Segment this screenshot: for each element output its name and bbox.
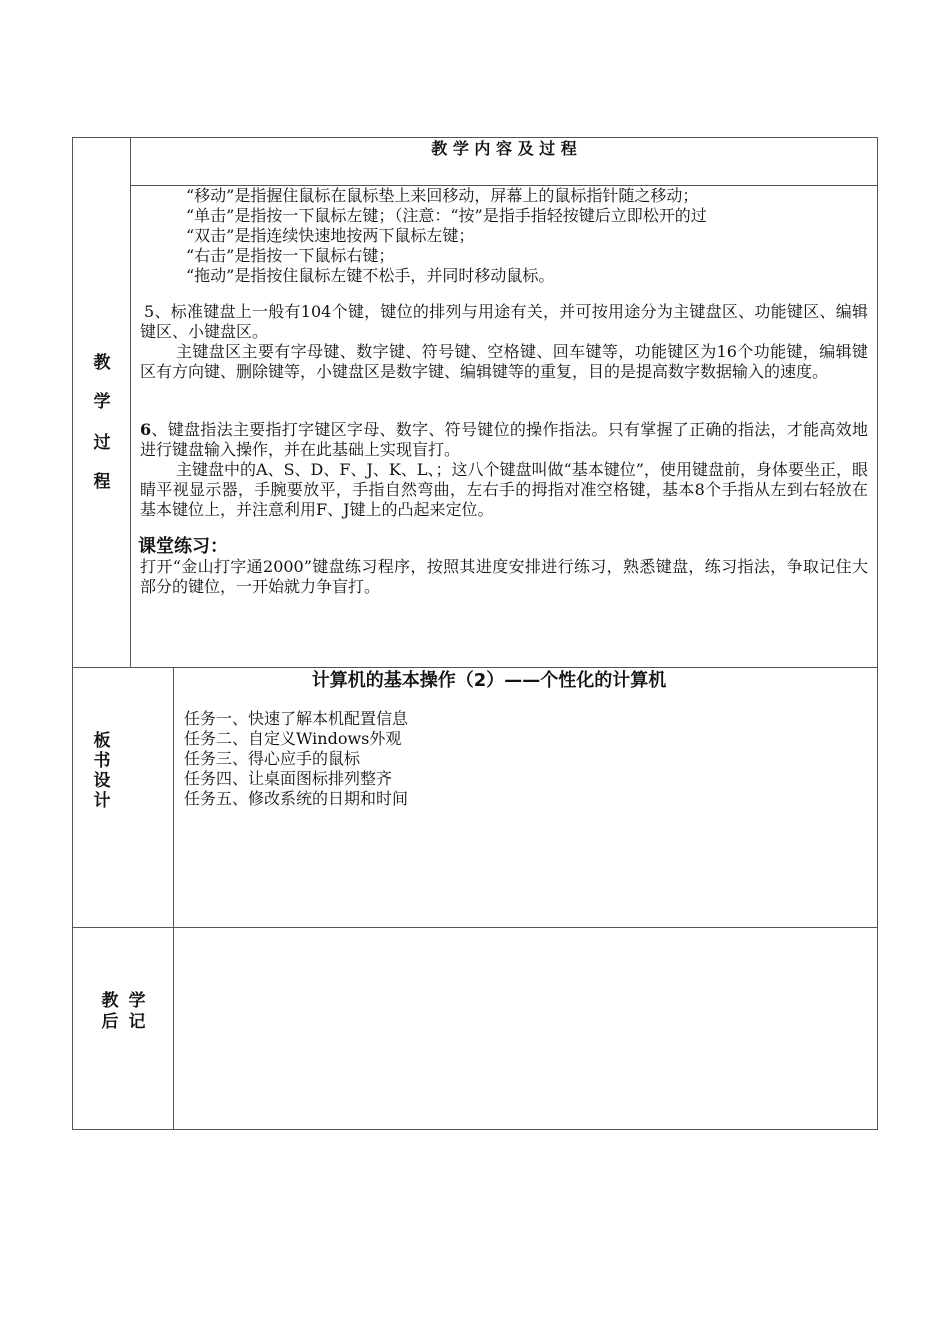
notes-label-char: 教 <box>101 991 119 1011</box>
task-item: 任务五、修改系统的日期和时间 <box>184 789 409 808</box>
notes-label-char: 后 <box>101 1012 119 1032</box>
task-item: 任务一、快速了解本机配置信息 <box>184 709 409 728</box>
process-label-divider <box>130 137 131 668</box>
table-border-top <box>72 137 878 138</box>
board-label-char: 设 <box>93 771 111 791</box>
process-label-char: 过 <box>93 433 111 453</box>
home-keys-paragraph: 主键盘中的A、S、D、F、J、K、L、；这八个键盘叫做“基本键位”，使用键盘前，身体要坐正，眼睛平视显示器，手腕要放平，手指自然弯曲，左右手的拇指对准空格键，基本8个手指从左到右轻放在基本键位上，并注意利用F、J键上的凸起来定位。 <box>140 460 868 519</box>
mouse-op-double-click: “双击”是指连续快速地按两下鼠标左键； <box>186 226 475 245</box>
process-label-char: 学 <box>93 392 111 412</box>
process-label-char: 教 <box>93 353 111 373</box>
mouse-op-drag: “拖动”是指按住鼠标左键不松手，并同时移动鼠标。 <box>186 266 555 285</box>
mouse-operations-list <box>186 186 866 286</box>
fingering-text: 、键盘指法主要指打字键区字母、数字、符号键位的操作指法。只有掌握了正确的指法，才能高效地进行键盘输入操作，并在此基础上实现盲打。 <box>140 420 868 459</box>
mouse-op-click: “单击”是指按一下鼠标左键；（注意：“按”是指手指轻按键后立即松开的过 <box>186 206 707 225</box>
notes-label-char: 学 <box>128 991 146 1011</box>
notes-content-area <box>174 928 877 1129</box>
mouse-op-right-click: “右击”是指按一下鼠标右键； <box>186 246 395 265</box>
fingering-number: 6 <box>140 420 152 439</box>
board-label-char: 板 <box>93 731 111 751</box>
board-label-char: 计 <box>93 791 111 811</box>
keyboard-layout-paragraph: 5、标准键盘上一般有104个键，键位的排列与用途有关，并可按用途分为主键盘区、功能键区、编辑键区、小键盘区。 <box>140 302 868 341</box>
content-header: 教 学 内 容 及 过 程 <box>431 139 577 158</box>
notes-label-char: 记 <box>128 1012 146 1032</box>
task-item: 任务二、自定义Windows外观 <box>184 729 402 748</box>
board-task-list <box>184 709 784 809</box>
table-border-bottom <box>72 1129 878 1130</box>
fingering-paragraph <box>140 420 868 460</box>
task-item: 任务四、让桌面图标排列整齐 <box>184 769 393 788</box>
section-divider-1 <box>72 667 878 668</box>
main-keyboard-paragraph: 主键盘区主要有字母键、数字键、符号键、空格键、回车键等，功能键区为16个功能键，编辑键区有方向键、删除键等，小键盘区是数字键、编辑键等的重复，目的是提高数字数据输入的速度。 <box>140 342 868 381</box>
table-border-right <box>877 137 878 1130</box>
board-title: 计算机的基本操作（2）——个性化的计算机 <box>311 670 667 691</box>
board-label-char: 书 <box>93 751 111 771</box>
process-label-char: 程 <box>93 472 111 492</box>
mouse-op-move: “移动”是指握住鼠标在鼠标垫上来回移动，屏幕上的鼠标指针随之移动； <box>186 186 699 205</box>
exercise-title: 课堂练习： <box>138 536 228 557</box>
table-border-left <box>72 137 73 1130</box>
task-item: 任务三、得心应手的鼠标 <box>184 749 361 768</box>
exercise-text: 打开“金山打字通2000”键盘练习程序，按照其进度安排进行练习，熟悉键盘，练习指法，争取记住大部分的键位，一开始就力争盲打。 <box>140 557 868 596</box>
